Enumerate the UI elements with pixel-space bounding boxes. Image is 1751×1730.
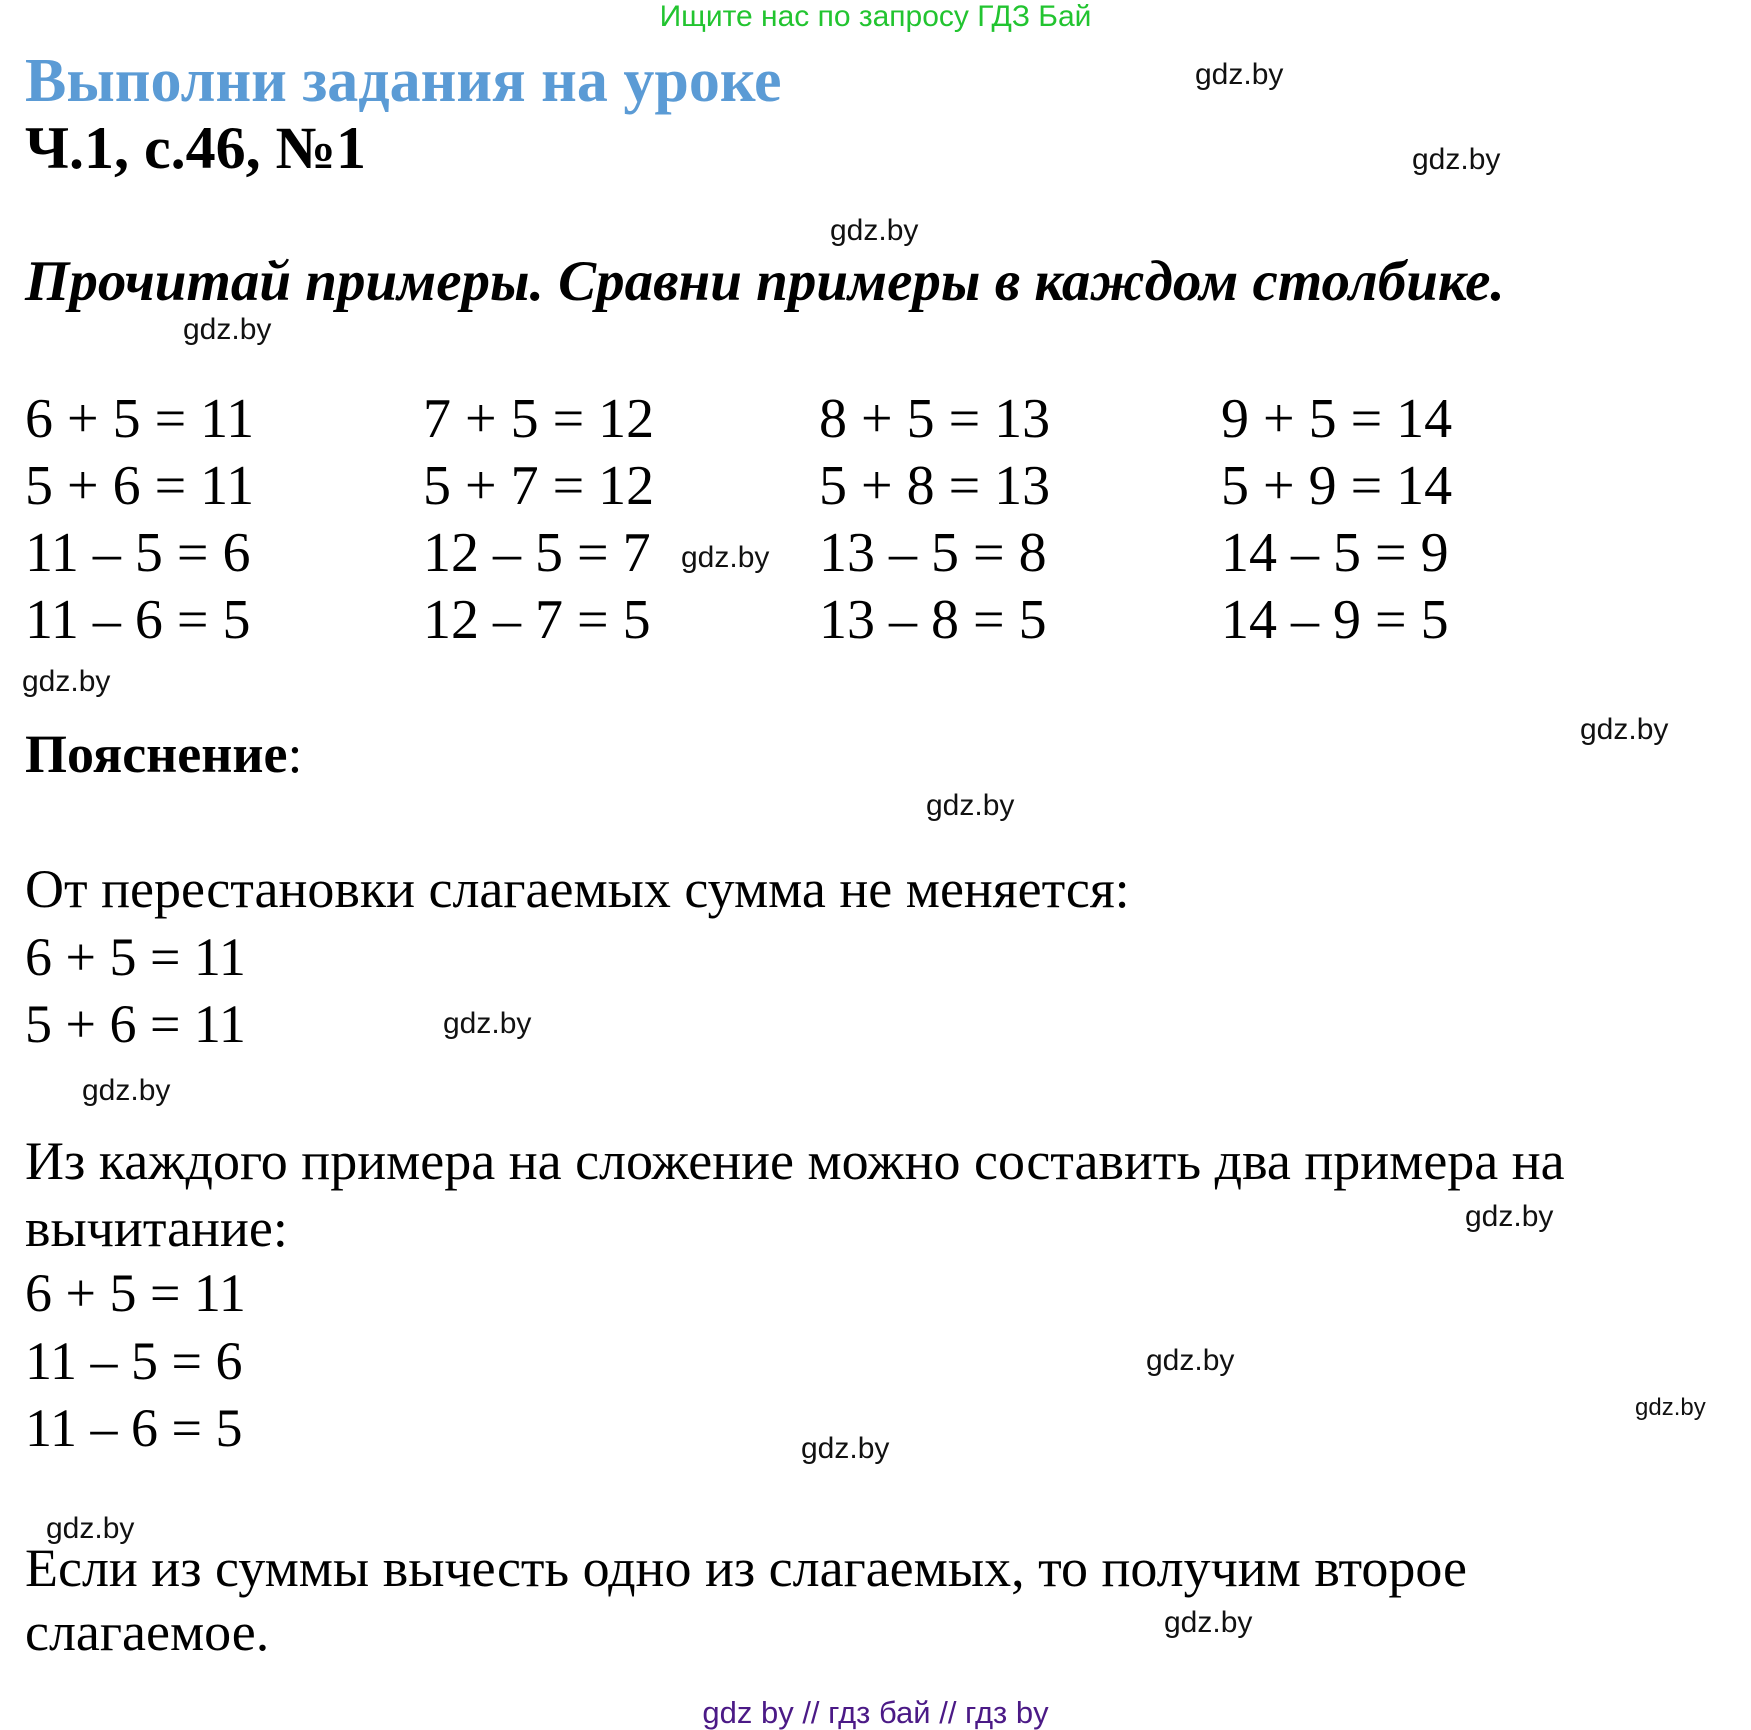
watermark: gdz.by bbox=[801, 1432, 890, 1465]
watermark: gdz.by bbox=[1465, 1200, 1554, 1233]
equation: 11 – 5 = 6 bbox=[25, 522, 251, 584]
watermark: gdz.by bbox=[1164, 1606, 1253, 1639]
equation: 13 – 5 = 8 bbox=[819, 522, 1047, 584]
equation: 12 – 5 = 7 bbox=[423, 522, 651, 584]
equation: 5 + 7 = 12 bbox=[423, 455, 655, 517]
explanation-heading-colon: : bbox=[287, 724, 303, 784]
watermark: gdz.by bbox=[926, 789, 1015, 822]
equation-column-1 bbox=[25, 388, 254, 656]
watermark: gdz.by bbox=[830, 214, 919, 247]
watermark: gdz.by bbox=[22, 665, 111, 698]
equation-column-2 bbox=[423, 388, 654, 656]
watermark: gdz.by bbox=[46, 1512, 135, 1545]
watermark: gdz.by bbox=[183, 313, 272, 346]
watermark: gdz.by bbox=[1635, 1394, 1706, 1421]
watermark: gdz.by bbox=[1412, 143, 1501, 176]
equation: 13 – 8 = 5 bbox=[819, 589, 1047, 651]
equation-column-4 bbox=[1221, 388, 1452, 656]
equation: 14 – 9 = 5 bbox=[1221, 589, 1449, 651]
equation: 8 + 5 = 13 bbox=[819, 388, 1051, 450]
rule1-example: 6 + 5 = 11 bbox=[25, 927, 246, 987]
promo-banner: Ищите нас по запросу ГДЗ Бай bbox=[659, 0, 1092, 33]
explanation-heading bbox=[25, 723, 302, 785]
equation-column-3 bbox=[819, 388, 1050, 656]
rule-addend-line1: Если из суммы вычесть одно из слагаемых, то получим второе bbox=[25, 1538, 1468, 1598]
rule2-example: 6 + 5 = 11 bbox=[25, 1263, 246, 1323]
rule-commutative: От перестановки слагаемых сумма не меняется: bbox=[25, 859, 1130, 919]
equation: 14 – 5 = 9 bbox=[1221, 522, 1449, 584]
page-title: Выполни задания на уроке bbox=[25, 47, 782, 115]
task-instruction: Прочитай примеры. Сравни примеры в каждом столбике. bbox=[25, 250, 1505, 313]
equation: 5 + 9 = 14 bbox=[1221, 455, 1453, 517]
watermark: gdz.by bbox=[681, 541, 770, 574]
equation: 9 + 5 = 14 bbox=[1221, 388, 1453, 450]
watermark: gdz.by bbox=[82, 1074, 171, 1107]
rule-subtraction-line2: вычитание: bbox=[25, 1198, 288, 1258]
rule-addend-line2: слагаемое. bbox=[25, 1602, 270, 1662]
equation: 5 + 6 = 11 bbox=[25, 455, 255, 517]
watermark: gdz.by bbox=[1146, 1344, 1235, 1377]
watermark: gdz.by bbox=[443, 1007, 532, 1040]
equation: 11 – 6 = 5 bbox=[25, 589, 251, 651]
watermark: gdz.by bbox=[1195, 58, 1284, 91]
exercise-reference: Ч.1, с.46, №1 bbox=[25, 115, 366, 181]
equation: 12 – 7 = 5 bbox=[423, 589, 651, 651]
rule2-example: 11 – 6 = 5 bbox=[25, 1398, 243, 1458]
rule-subtraction-line1: Из каждого примера на сложение можно составить два примера на bbox=[25, 1131, 1565, 1191]
rule1-example: 5 + 6 = 11 bbox=[25, 994, 246, 1054]
watermark: gdz.by bbox=[1580, 713, 1669, 746]
explanation-heading-text: Пояснение bbox=[25, 724, 288, 784]
footer-links: gdz by // гдз бай // гдз by bbox=[702, 1695, 1049, 1730]
equation: 5 + 8 = 13 bbox=[819, 455, 1051, 517]
equation: 6 + 5 = 11 bbox=[25, 388, 255, 450]
equation: 7 + 5 = 12 bbox=[423, 388, 655, 450]
rule2-example: 11 – 5 = 6 bbox=[25, 1331, 243, 1391]
